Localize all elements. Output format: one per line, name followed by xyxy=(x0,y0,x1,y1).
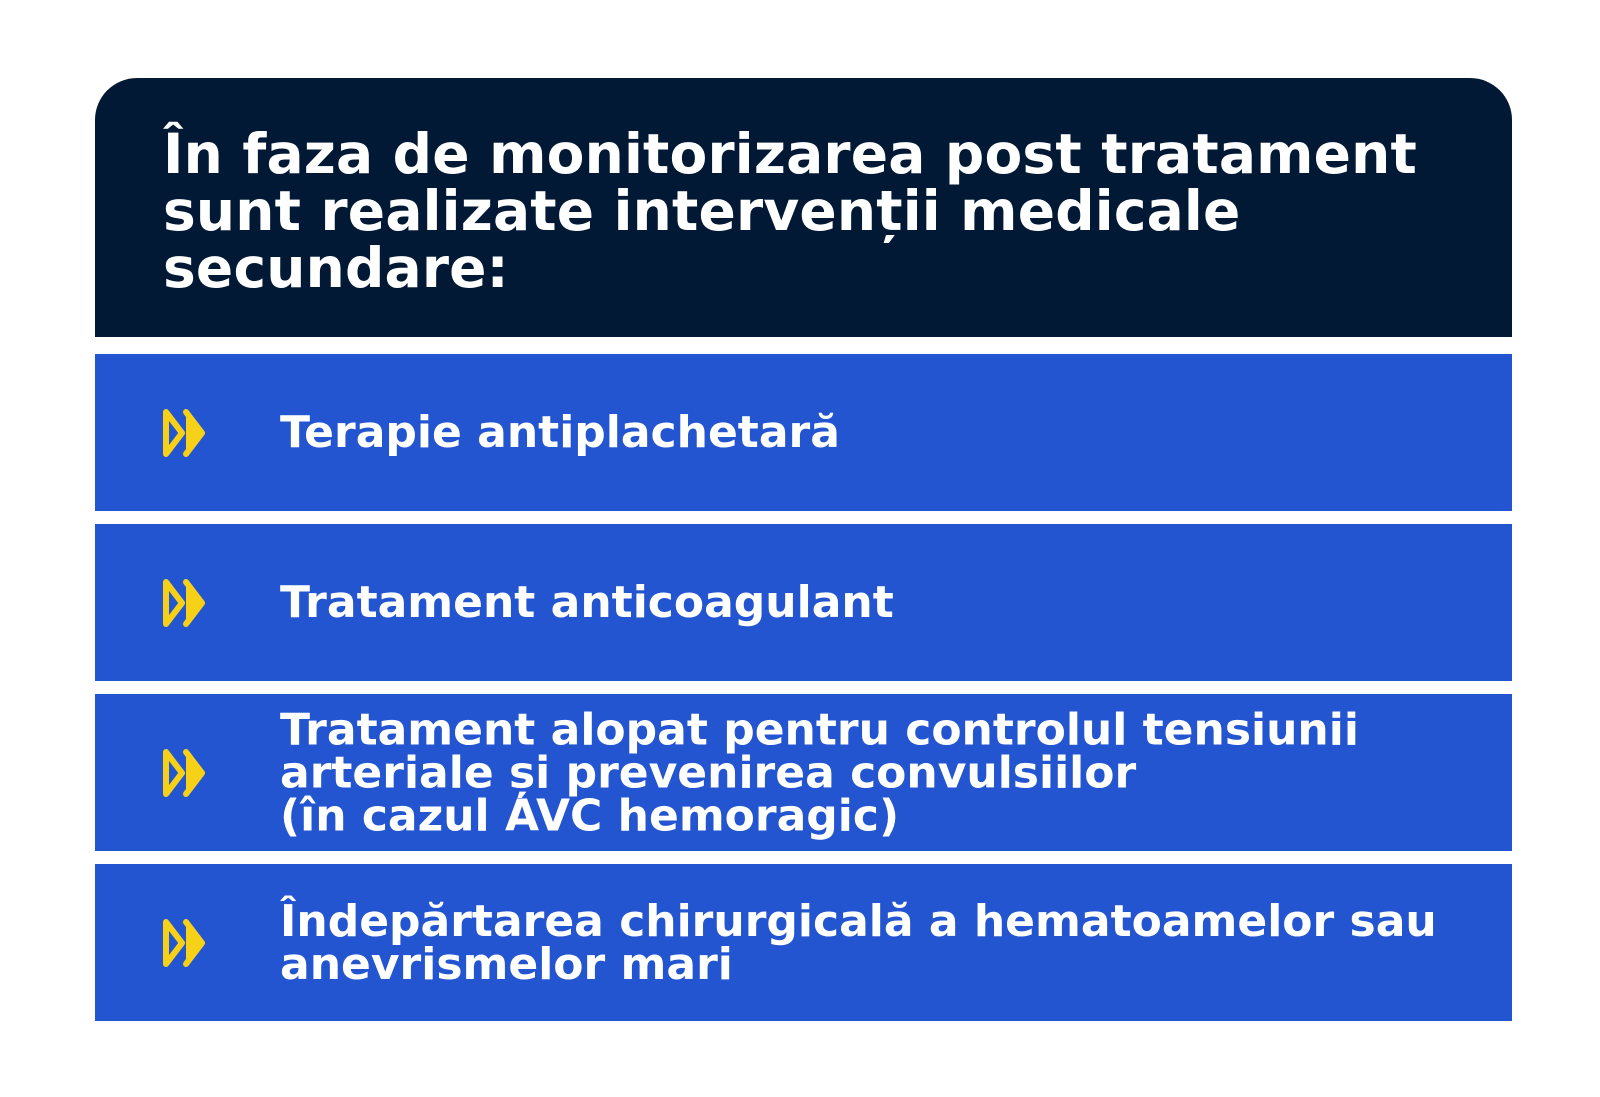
card-header xyxy=(95,78,1512,337)
list-item-label: Tratament alopat pentru controlul tensiunii arteriale și prevenirea convulsiilor (în cazul AVC hemoragic) xyxy=(280,704,1359,841)
double-chevron-right-icon xyxy=(161,917,211,969)
list-item xyxy=(95,864,1512,1021)
double-chevron-right-icon xyxy=(161,747,211,799)
list-item xyxy=(95,524,1512,681)
list-item-label: Îndepărtarea chirurgicală a hematoamelor sau anevrismelor mari xyxy=(280,895,1437,990)
list-item xyxy=(95,354,1512,511)
list-item-label: Terapie antiplachetară xyxy=(280,406,840,458)
list-item xyxy=(95,694,1512,851)
intervention-card xyxy=(95,78,1512,990)
double-chevron-right-icon xyxy=(161,407,211,459)
page-title: În faza de monitorizarea post tratament sunt realizate intervenții medicale secundare: xyxy=(163,122,1418,300)
list-item-label: Tratament anticoagulant xyxy=(280,576,894,628)
double-chevron-right-icon xyxy=(161,577,211,629)
